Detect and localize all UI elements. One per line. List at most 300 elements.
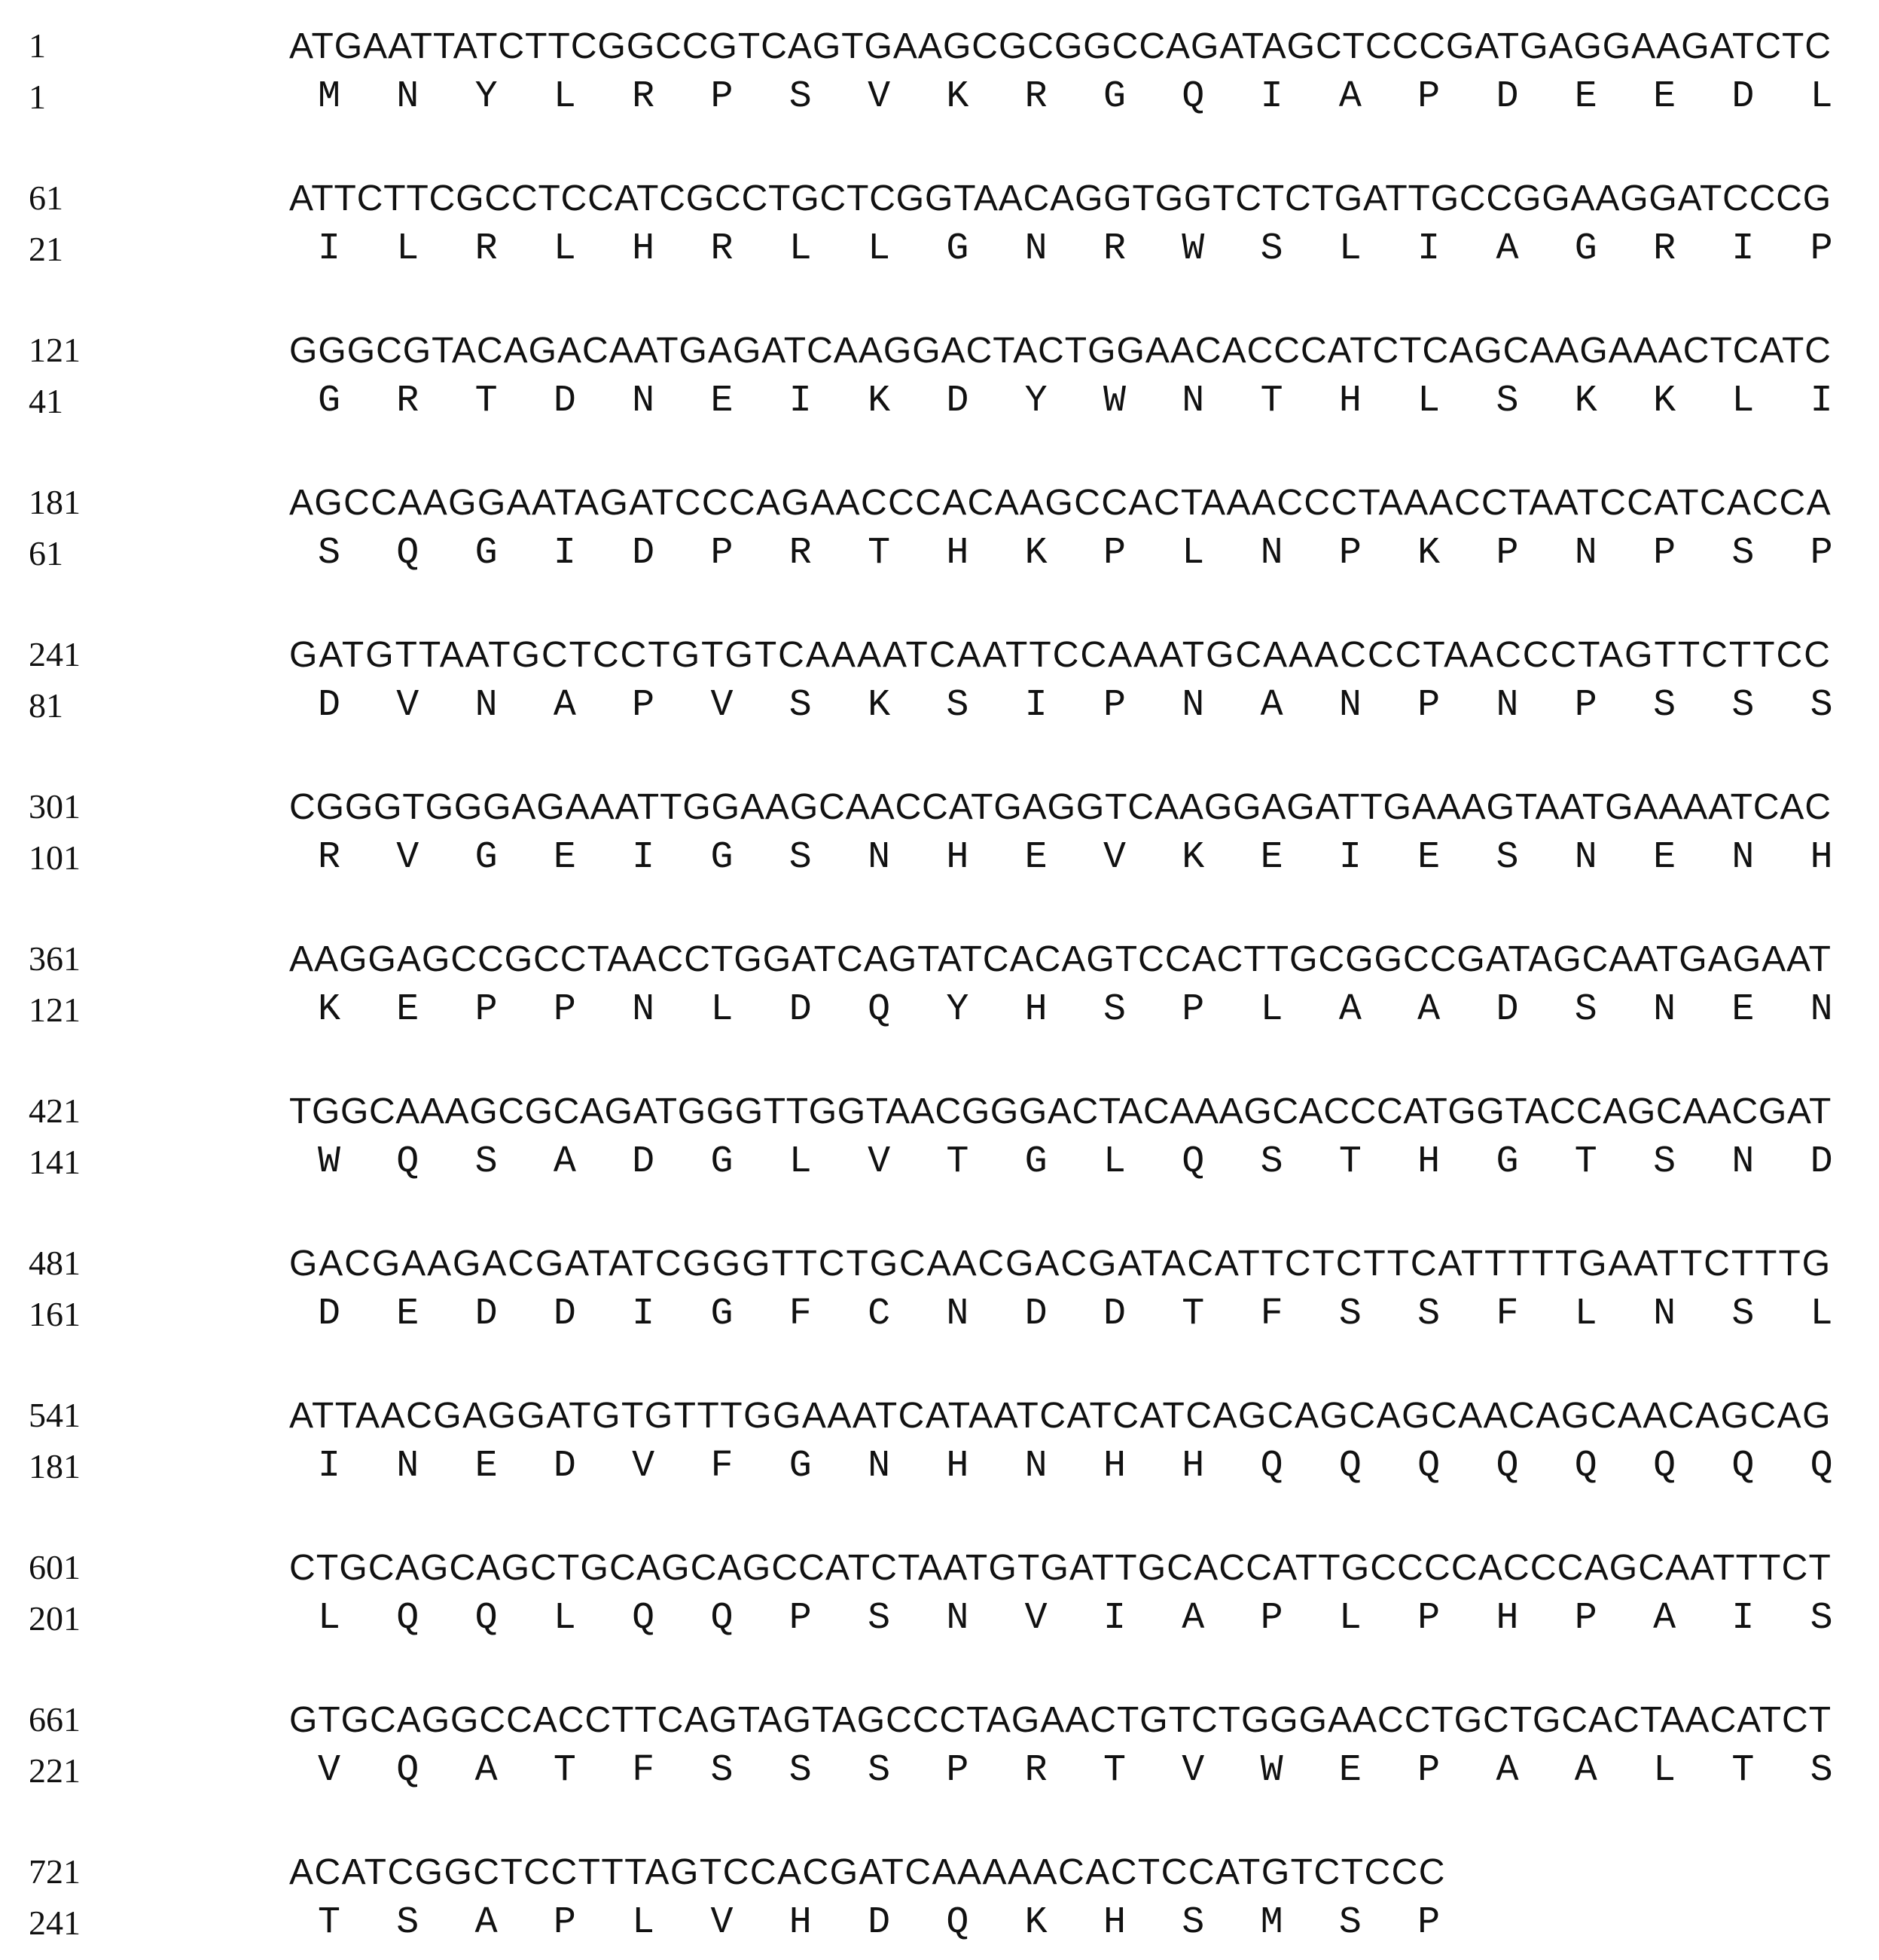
amino-acid: A: [474, 1901, 498, 1944]
amino-acid: L: [396, 227, 419, 270]
amino-acid: I: [1024, 684, 1048, 727]
amino-acid-position: 141: [29, 1143, 81, 1181]
amino-acid: W: [1260, 1749, 1283, 1792]
amino-acid: Q: [1338, 1445, 1362, 1488]
amino-acid: T: [1103, 1749, 1126, 1792]
amino-acid: T: [1338, 1140, 1362, 1183]
amino-acid: G: [1024, 1140, 1048, 1183]
amino-acid: Q: [1182, 75, 1205, 118]
amino-acid: A: [553, 1140, 576, 1183]
amino-acid: P: [946, 1749, 969, 1792]
amino-acid: A: [474, 1749, 498, 1792]
amino-acid: I: [317, 227, 340, 270]
sequence-block: [0, 1246, 1879, 1351]
sequence-block: [0, 1398, 1879, 1504]
amino-acid: S: [396, 1901, 419, 1944]
amino-acid: P: [1496, 532, 1519, 575]
amino-acid: H: [946, 532, 969, 575]
amino-acid-position: 61: [29, 534, 63, 572]
nucleotide-position: 61: [29, 179, 63, 217]
amino-acid: E: [1653, 836, 1676, 879]
amino-acid-row: [0, 836, 1879, 884]
amino-acid: P: [1182, 988, 1205, 1031]
sequence-block: [0, 939, 1879, 1047]
amino-acid: L: [1260, 988, 1283, 1031]
amino-acid: V: [1024, 1597, 1048, 1640]
amino-acid: I: [1731, 1597, 1755, 1640]
sequence-block: [0, 1550, 1879, 1656]
amino-acid: D: [1024, 1293, 1048, 1336]
amino-acid: Q: [1417, 1445, 1441, 1488]
amino-acid: G: [710, 836, 734, 879]
amino-acid: Y: [474, 75, 498, 118]
amino-acid: S: [1496, 836, 1519, 879]
amino-acid: P: [1417, 1749, 1441, 1792]
amino-acid: Q: [1260, 1445, 1283, 1488]
amino-acid: N: [1574, 836, 1597, 879]
sequence-block: [0, 181, 1879, 286]
amino-acid: S: [1810, 1597, 1833, 1640]
nucleotide-position: 301: [29, 787, 81, 826]
nucleotide-sequence: ACATCGGCTCCTTTAGTCCACGATCAAAAACACTCCATGTCTCCC: [289, 1852, 1446, 1892]
sequence-block: [0, 333, 1879, 438]
amino-acid: Q: [1731, 1445, 1755, 1488]
amino-acid: S: [868, 1749, 891, 1792]
amino-acid: I: [789, 380, 812, 423]
amino-acid: E: [710, 380, 734, 423]
amino-acid: L: [553, 75, 576, 118]
amino-acid: R: [1024, 75, 1048, 118]
amino-acid-position: 81: [29, 686, 63, 725]
amino-acid: S: [1338, 1901, 1362, 1944]
amino-acid: I: [1731, 227, 1755, 270]
nucleotide-position: 661: [29, 1700, 81, 1739]
amino-acid: N: [1653, 1293, 1676, 1336]
amino-acid: N: [1182, 684, 1205, 727]
amino-acid: Q: [1810, 1445, 1833, 1488]
sequence-block: [0, 1702, 1879, 1808]
nucleotide-position: 601: [29, 1548, 81, 1586]
nucleotide-sequence: TGGCAAAGCGCAGATGGGTTGGTAACGGGACTACAAAGCACCCATGGTACCAGCAACGAT: [289, 1091, 1832, 1131]
amino-acid: L: [1338, 1597, 1362, 1640]
amino-acid: L: [1653, 1749, 1676, 1792]
amino-acid: Q: [396, 1749, 419, 1792]
amino-acid: R: [396, 380, 419, 423]
amino-acid: L: [553, 1597, 576, 1640]
nucleotide-position: 541: [29, 1396, 81, 1434]
amino-acid: L: [868, 227, 891, 270]
amino-acid: K: [1024, 532, 1048, 575]
nucleotide-position: 241: [29, 635, 81, 673]
amino-acid: L: [1574, 1293, 1597, 1336]
amino-acid: N: [868, 836, 891, 879]
amino-acid: E: [1260, 836, 1283, 879]
amino-acid: N: [946, 1293, 969, 1336]
amino-acid: L: [1810, 1293, 1833, 1336]
amino-acid: G: [1103, 75, 1126, 118]
amino-acid: A: [1496, 1749, 1519, 1792]
amino-acid: D: [1810, 1140, 1833, 1183]
sequence-block: [0, 789, 1879, 895]
nucleotide-sequence: AAGGAGCCGCCTAACCTGGATCAGTATCACAGTCCACTTGCGGCCGATAGCAATGAGAAT: [289, 939, 1832, 979]
amino-acid: Q: [868, 988, 891, 1031]
amino-acid: R: [1103, 227, 1126, 270]
amino-acid: R: [789, 532, 812, 575]
amino-acid: H: [1024, 988, 1048, 1031]
amino-acid: F: [710, 1445, 734, 1488]
amino-acid: T: [1182, 1293, 1205, 1336]
amino-acid: R: [317, 836, 340, 879]
amino-acid-row: [0, 380, 1879, 428]
amino-acid: S: [789, 75, 812, 118]
amino-acid: W: [317, 1140, 340, 1183]
sequence-block: [0, 637, 1879, 743]
amino-acid: V: [1103, 836, 1126, 879]
amino-acid: D: [553, 380, 576, 423]
amino-acid-position: 1: [29, 78, 46, 116]
amino-acid: I: [1338, 836, 1362, 879]
amino-acid: N: [396, 1445, 419, 1488]
amino-acid: G: [317, 380, 340, 423]
amino-acid-row: [0, 1293, 1879, 1341]
amino-acid: L: [789, 227, 812, 270]
amino-acid-position: 21: [29, 230, 63, 268]
amino-acid-row: [0, 1445, 1879, 1493]
amino-acid: E: [1653, 75, 1676, 118]
nucleotide-position: 721: [29, 1852, 81, 1891]
amino-acid: F: [1496, 1293, 1519, 1336]
amino-acid-row: [0, 684, 1879, 732]
amino-acid: H: [1182, 1445, 1205, 1488]
amino-acid-position: 101: [29, 838, 81, 877]
amino-acid: G: [1496, 1140, 1519, 1183]
amino-acid: A: [553, 684, 576, 727]
amino-acid: L: [317, 1597, 340, 1640]
nucleotide-position: 481: [29, 1244, 81, 1282]
amino-acid: P: [1574, 684, 1597, 727]
nucleotide-position: 121: [29, 331, 81, 369]
amino-acid: E: [1338, 1749, 1362, 1792]
amino-acid: K: [868, 380, 891, 423]
amino-acid-row: [0, 1597, 1879, 1645]
amino-acid-row: [0, 1140, 1879, 1189]
amino-acid: E: [553, 836, 576, 879]
amino-acid: F: [789, 1293, 812, 1336]
amino-acid: G: [474, 836, 498, 879]
amino-acid: V: [868, 75, 891, 118]
amino-acid: D: [946, 380, 969, 423]
amino-acid: D: [1496, 988, 1519, 1031]
amino-acid: P: [1574, 1597, 1597, 1640]
amino-acid: D: [553, 1293, 576, 1336]
amino-acid: Q: [710, 1597, 734, 1640]
sequence-block: [0, 485, 1879, 591]
amino-acid-position: 161: [29, 1295, 81, 1333]
amino-acid: L: [632, 1901, 655, 1944]
amino-acid: E: [396, 988, 419, 1031]
amino-acid: L: [1417, 380, 1441, 423]
amino-acid: G: [1574, 227, 1597, 270]
amino-acid: K: [868, 684, 891, 727]
amino-acid: G: [474, 532, 498, 575]
sequence-block: [0, 26, 1879, 134]
amino-acid: P: [1260, 1597, 1283, 1640]
amino-acid: L: [553, 227, 576, 270]
amino-acid: Q: [396, 1140, 419, 1183]
amino-acid: P: [1417, 1901, 1441, 1944]
amino-acid: A: [1496, 227, 1519, 270]
amino-acid: Y: [946, 988, 969, 1031]
amino-acid-row: [0, 75, 1879, 124]
amino-acid: N: [946, 1597, 969, 1640]
amino-acid: V: [868, 1140, 891, 1183]
amino-acid: Q: [1653, 1445, 1676, 1488]
amino-acid: L: [1103, 1140, 1126, 1183]
amino-acid: R: [632, 75, 655, 118]
amino-acid: C: [868, 1293, 891, 1336]
amino-acid: H: [789, 1901, 812, 1944]
amino-acid: K: [1653, 380, 1676, 423]
amino-acid: N: [396, 75, 419, 118]
amino-acid: I: [1810, 380, 1833, 423]
amino-acid: P: [474, 988, 498, 1031]
nucleotide-sequence: GATGTTAATGCTCCTGTGTCAAAATCAATTCCAAATGCAAACCCTAACCCTAGTTCTTCC: [289, 635, 1832, 675]
amino-acid: S: [1810, 684, 1833, 727]
amino-acid: P: [553, 1901, 576, 1944]
amino-acid: D: [1731, 75, 1755, 118]
amino-acid: H: [946, 836, 969, 879]
amino-acid: P: [1417, 1597, 1441, 1640]
amino-acid: D: [632, 1140, 655, 1183]
amino-acid: Q: [946, 1901, 969, 1944]
amino-acid: D: [789, 988, 812, 1031]
amino-acid: V: [710, 1901, 734, 1944]
amino-acid: S: [789, 836, 812, 879]
amino-acid: P: [1103, 684, 1126, 727]
amino-acid: E: [1731, 988, 1755, 1031]
amino-acid: R: [1653, 227, 1676, 270]
nucleotide-sequence: GACGAAGACGATATCGGGTTCTGCAACGACGATACATTCTCTTCATTTTTGAATTCTTTG: [289, 1244, 1832, 1284]
amino-acid: P: [1103, 532, 1126, 575]
amino-acid: L: [789, 1140, 812, 1183]
amino-acid: N: [632, 988, 655, 1031]
amino-acid: S: [1260, 227, 1283, 270]
amino-acid: S: [868, 1597, 891, 1640]
amino-acid: H: [1103, 1445, 1126, 1488]
nucleotide-sequence: GTGCAGGCCACCTTCAGTAGTAGCCCTAGAACTGTCTGGGAACCTGCTGCACTAACATCT: [289, 1700, 1832, 1740]
nucleotide-position: 1: [29, 26, 46, 65]
amino-acid: Q: [474, 1597, 498, 1640]
amino-acid: P: [710, 75, 734, 118]
amino-acid: K: [1574, 380, 1597, 423]
amino-acid: S: [1182, 1901, 1205, 1944]
amino-acid: K: [1417, 532, 1441, 575]
amino-acid-row: [0, 1901, 1879, 1949]
amino-acid: S: [317, 532, 340, 575]
amino-acid: E: [1024, 836, 1048, 879]
amino-acid: D: [1103, 1293, 1126, 1336]
amino-acid: L: [1182, 532, 1205, 575]
amino-acid: N: [1574, 532, 1597, 575]
amino-acid: S: [789, 684, 812, 727]
amino-acid: A: [1417, 988, 1441, 1031]
amino-acid-position: 201: [29, 1599, 81, 1638]
amino-acid: P: [1810, 532, 1833, 575]
amino-acid: H: [1338, 380, 1362, 423]
amino-acid-row: [0, 988, 1879, 1036]
amino-acid-row: [0, 1749, 1879, 1797]
amino-acid: N: [868, 1445, 891, 1488]
amino-acid: V: [317, 1749, 340, 1792]
amino-acid: S: [1653, 1140, 1676, 1183]
amino-acid: I: [1103, 1597, 1126, 1640]
amino-acid: S: [1496, 380, 1519, 423]
amino-acid: D: [1496, 75, 1519, 118]
amino-acid: Q: [1496, 1445, 1519, 1488]
amino-acid: S: [1574, 988, 1597, 1031]
nucleotide-sequence: ATTCTTCGCCTCCATCGCCTGCTCGGTAACAGGTGGTCTCTGATTGCCGGAAGGATCCCG: [289, 179, 1832, 218]
amino-acid: P: [1417, 75, 1441, 118]
amino-acid: P: [1338, 532, 1362, 575]
nucleotide-sequence: ATGAATTATCTTCGGCCGTCAGTGAAGCGCGGCCAGATAGCTCCCGATGAGGAAGATCTC: [289, 26, 1832, 66]
nucleotide-sequence: CGGGTGGGAGAAATTGGAAGCAACCATGAGGTCAAGGAGATTGAAAGTAATGAAAATCAC: [289, 787, 1832, 827]
amino-acid: G: [789, 1445, 812, 1488]
amino-acid-row: [0, 532, 1879, 580]
amino-acid: F: [632, 1749, 655, 1792]
amino-acid: D: [474, 1293, 498, 1336]
amino-acid: N: [1810, 988, 1833, 1031]
amino-acid: H: [1810, 836, 1833, 879]
amino-acid: V: [710, 684, 734, 727]
amino-acid-position: 41: [29, 382, 63, 420]
amino-acid: P: [553, 988, 576, 1031]
amino-acid: Q: [1574, 1445, 1597, 1488]
amino-acid: T: [317, 1901, 340, 1944]
amino-acid: T: [868, 532, 891, 575]
amino-acid: L: [710, 988, 734, 1031]
amino-acid: I: [317, 1445, 340, 1488]
amino-acid-position: 241: [29, 1904, 81, 1942]
amino-acid: N: [1182, 380, 1205, 423]
nucleotide-position: 421: [29, 1091, 81, 1130]
amino-acid: M: [317, 75, 340, 118]
amino-acid: I: [632, 836, 655, 879]
amino-acid: N: [1024, 227, 1048, 270]
amino-acid: H: [1417, 1140, 1441, 1183]
amino-acid: E: [396, 1293, 419, 1336]
amino-acid: V: [1182, 1749, 1205, 1792]
sequence-block: [0, 1091, 1879, 1199]
amino-acid: S: [1260, 1140, 1283, 1183]
amino-acid: K: [1182, 836, 1205, 879]
amino-acid: H: [1496, 1597, 1519, 1640]
amino-acid: Q: [396, 1597, 419, 1640]
amino-acid: Q: [1182, 1140, 1205, 1183]
amino-acid: T: [553, 1749, 576, 1792]
amino-acid: S: [474, 1140, 498, 1183]
amino-acid: R: [474, 227, 498, 270]
amino-acid: T: [946, 1140, 969, 1183]
amino-acid: D: [317, 684, 340, 727]
amino-acid: N: [1338, 684, 1362, 727]
amino-acid: W: [1182, 227, 1205, 270]
amino-acid: E: [1417, 836, 1441, 879]
amino-acid: V: [632, 1445, 655, 1488]
amino-acid: P: [710, 532, 734, 575]
amino-acid: A: [1338, 988, 1362, 1031]
nucleotide-sequence: GGGCGTACAGACAATGAGATCAAGGACTACTGGAACACCCATCTCAGCAAGAAACTCATC: [289, 331, 1832, 371]
amino-acid: I: [1417, 227, 1441, 270]
amino-acid: Y: [1024, 380, 1048, 423]
amino-acid: S: [1338, 1293, 1362, 1336]
amino-acid: T: [1731, 1749, 1755, 1792]
amino-acid: A: [1338, 75, 1362, 118]
amino-acid: S: [1417, 1293, 1441, 1336]
amino-acid: T: [474, 380, 498, 423]
amino-acid: V: [396, 836, 419, 879]
amino-acid-row: [0, 227, 1879, 276]
amino-acid: K: [946, 75, 969, 118]
amino-acid: S: [1731, 1293, 1755, 1336]
amino-acid: P: [632, 684, 655, 727]
nucleotide-position: 181: [29, 483, 81, 521]
amino-acid: D: [632, 532, 655, 575]
amino-acid: D: [317, 1293, 340, 1336]
amino-acid: E: [474, 1445, 498, 1488]
amino-acid: P: [1653, 532, 1676, 575]
amino-acid: F: [1260, 1293, 1283, 1336]
nucleotide-sequence: CTGCAGCAGCTGCAGCAGCCATCTAATGTGATTGCACCATTGCCCCACCCAGCAATTTCT: [289, 1548, 1832, 1588]
amino-acid: G: [710, 1293, 734, 1336]
amino-acid: K: [317, 988, 340, 1031]
amino-acid: Q: [632, 1597, 655, 1640]
amino-acid: N: [1260, 532, 1283, 575]
amino-acid: I: [632, 1293, 655, 1336]
amino-acid: L: [1810, 75, 1833, 118]
amino-acid: D: [868, 1901, 891, 1944]
amino-acid: W: [1103, 380, 1126, 423]
amino-acid: H: [1103, 1901, 1126, 1944]
amino-acid: P: [1417, 684, 1441, 727]
amino-acid: H: [946, 1445, 969, 1488]
amino-acid: N: [1731, 1140, 1755, 1183]
amino-acid: N: [474, 684, 498, 727]
amino-acid: V: [396, 684, 419, 727]
amino-acid-position: 221: [29, 1751, 81, 1790]
amino-acid: S: [789, 1749, 812, 1792]
amino-acid: S: [1731, 532, 1755, 575]
amino-acid: H: [632, 227, 655, 270]
amino-acid: K: [1024, 1901, 1048, 1944]
amino-acid: A: [1182, 1597, 1205, 1640]
amino-acid: N: [632, 380, 655, 423]
amino-acid: A: [1574, 1749, 1597, 1792]
amino-acid: S: [1653, 684, 1676, 727]
amino-acid: T: [1574, 1140, 1597, 1183]
amino-acid: I: [553, 532, 576, 575]
amino-acid: I: [1260, 75, 1283, 118]
amino-acid: S: [1731, 684, 1755, 727]
amino-acid: P: [1810, 227, 1833, 270]
amino-acid: E: [1574, 75, 1597, 118]
amino-acid: Q: [396, 532, 419, 575]
amino-acid: N: [1024, 1445, 1048, 1488]
amino-acid: S: [1103, 988, 1126, 1031]
amino-acid: L: [1338, 227, 1362, 270]
amino-acid: M: [1260, 1901, 1283, 1944]
sequence-block: [0, 1852, 1879, 1960]
amino-acid: N: [1496, 684, 1519, 727]
